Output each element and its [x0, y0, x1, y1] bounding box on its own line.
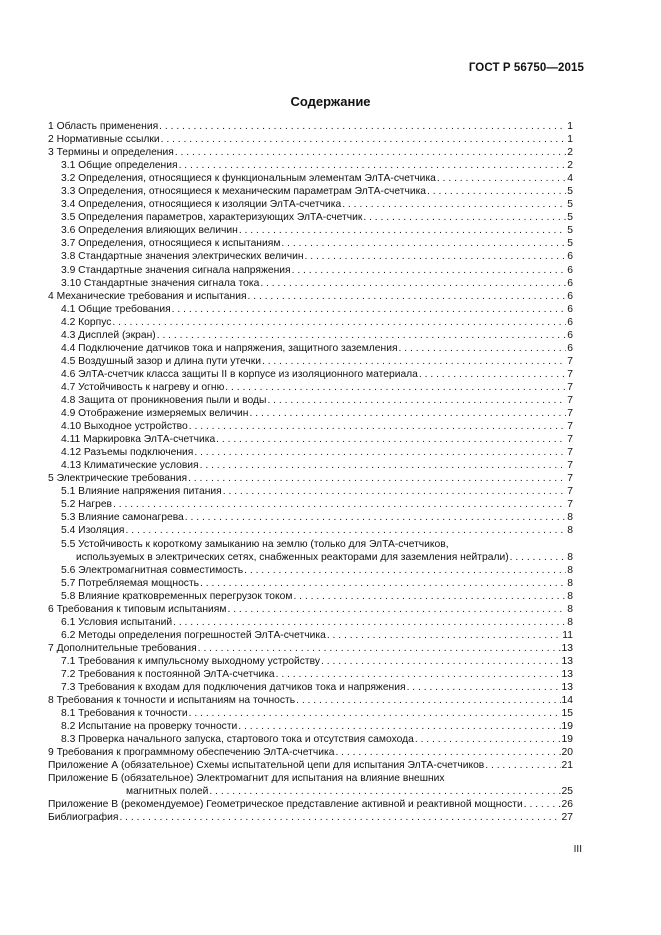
toc-dot-leader [276, 668, 561, 681]
toc-dot-leader [209, 785, 560, 798]
toc-entry-page: 19 [561, 721, 573, 733]
toc-entry-page: 5 [567, 199, 573, 211]
toc-entry[interactable] [48, 720, 573, 733]
toc-entry-page: 7 [567, 368, 573, 380]
toc-dot-leader [227, 603, 566, 616]
toc-entry[interactable] [48, 642, 573, 655]
toc-entry-title: 4.4 Подключение датчиков тока и напряжения, защитного заземления [61, 342, 398, 354]
toc-entry-page: 15 [561, 708, 573, 720]
toc-entry-title: 5.5 Устойчивость к короткому замыканию на землю (только для ЭлТА-счетчиков, [61, 538, 449, 550]
toc-dot-leader [126, 524, 567, 537]
toc-dot-leader [335, 746, 560, 759]
toc-entry-page: 13 [561, 655, 573, 667]
toc-dot-leader [244, 564, 566, 577]
toc-entry[interactable] [48, 224, 573, 237]
toc-entry-title: 4.9 Отображение измеряемых величин [61, 408, 249, 420]
toc-entry-page: 7 [567, 381, 573, 393]
toc-entry[interactable] [48, 211, 573, 224]
toc-entry-title: 8 Требования к точности и испытаниям на точность [48, 695, 296, 707]
toc-entry-title: 4.2 Корпус [61, 316, 112, 328]
toc-dot-leader [198, 642, 561, 655]
toc-dot-leader [223, 485, 566, 498]
toc-entry[interactable] [48, 511, 573, 524]
toc-entry[interactable] [48, 407, 573, 420]
toc-entry[interactable] [48, 798, 573, 811]
toc-entry[interactable] [48, 629, 573, 642]
toc-entry-page: 5 [567, 225, 573, 237]
toc-dot-leader [119, 811, 560, 824]
toc-entry[interactable] [48, 172, 573, 185]
toc-entry-title: 3.1 Общие определения [61, 160, 178, 172]
toc-dot-leader [225, 381, 566, 394]
toc-entry-page: 7 [567, 421, 573, 433]
toc-entry-title: 1 Область применения [48, 121, 159, 132]
table-of-contents [48, 120, 573, 825]
toc-entry[interactable] [48, 316, 573, 329]
toc-entry[interactable] [48, 603, 573, 616]
toc-entry[interactable] [48, 538, 573, 551]
toc-dot-leader [113, 498, 566, 511]
toc-entry[interactable] [48, 694, 573, 707]
toc-entry-page: 20 [561, 747, 573, 759]
toc-entry-page: 6 [567, 277, 573, 289]
toc-dot-leader [510, 551, 566, 564]
toc-dot-leader [260, 277, 566, 290]
toc-dot-leader [173, 616, 566, 629]
toc-entry-title: 4.6 ЭлТА-счетчик класса защиты II в корпусе из изоляционного материала [61, 368, 418, 380]
toc-entry[interactable] [48, 524, 573, 537]
toc-entry-page: 8 [567, 616, 573, 628]
toc-dot-leader [200, 577, 566, 590]
toc-entry-title: 7 Дополнительные требования [48, 642, 197, 654]
toc-entry-page: 5 [567, 212, 573, 224]
toc-dot-leader [112, 316, 566, 329]
toc-entry[interactable] [48, 772, 573, 785]
toc-entry[interactable] [48, 485, 573, 498]
toc-entry-page: 27 [561, 812, 573, 824]
toc-dot-leader [161, 133, 566, 146]
toc-entry-page: 6 [567, 303, 573, 315]
toc-entry-page: 11 [562, 629, 573, 641]
toc-entry-page: 8 [567, 577, 573, 589]
toc-dot-leader [250, 407, 567, 420]
toc-entry-title: 3.6 Определения влияющих величин [61, 225, 238, 237]
toc-entry[interactable] [48, 303, 573, 316]
toc-entry[interactable] [48, 459, 573, 472]
toc-entry-title: 6.1 Условия испытаний [61, 616, 173, 628]
toc-dot-leader [327, 629, 561, 642]
document-standard-header: ГОСТ Р 56750—2015 [468, 62, 584, 74]
toc-entry-title: 3.3 Определения, относящиеся к механическим параметрам ЭлТА-счетчика [61, 186, 427, 198]
toc-entry-page: 7 [567, 434, 573, 446]
toc-entry-title: 3.7 Определения, относящиеся к испытаниям [61, 238, 281, 250]
toc-entry-page: 7 [567, 499, 573, 511]
toc-entry[interactable] [48, 746, 573, 759]
toc-entry-title: 3.2 Определения, относящиеся к функциональным элементам ЭлТА-счетчика [61, 173, 436, 185]
toc-entry-page: 8 [567, 603, 573, 615]
toc-entry[interactable] [48, 277, 573, 290]
toc-dot-leader [179, 159, 566, 172]
toc-entry-title: магнитных полей [126, 786, 209, 798]
toc-dot-leader [305, 250, 566, 263]
toc-dot-leader [172, 303, 566, 316]
toc-entry-page: 26 [561, 799, 573, 811]
toc-dot-leader [296, 694, 560, 707]
toc-dot-leader [437, 172, 566, 185]
page-title: Содержание [290, 94, 371, 109]
toc-entry[interactable] [48, 237, 573, 250]
toc-entry-title: 4.7 Устойчивость к нагреву и огню [61, 381, 225, 393]
toc-entry-page: 6 [567, 329, 573, 341]
toc-entry-page: 4 [567, 173, 573, 185]
toc-entry[interactable] [48, 551, 573, 564]
toc-entry[interactable] [48, 120, 573, 133]
toc-entry-page: 13 [561, 682, 573, 694]
toc-entry[interactable] [48, 290, 573, 303]
toc-entry-title: 8.2 Испытание на проверку точности [61, 721, 238, 733]
toc-entry[interactable] [48, 368, 573, 381]
toc-entry[interactable] [48, 159, 573, 172]
toc-dot-leader [194, 446, 566, 459]
toc-entry-title: 4.10 Выходное устройство [61, 421, 188, 433]
toc-entry[interactable] [48, 264, 573, 277]
toc-entry-title: 5.8 Влияние кратковременных перегрузок током [61, 590, 293, 602]
toc-entry-page: 2 [567, 160, 573, 172]
toc-entry-page: 6 [567, 251, 573, 263]
toc-dot-leader [267, 394, 566, 407]
toc-entry[interactable] [48, 707, 573, 720]
toc-entry-title: 2 Нормативные ссылки [48, 134, 160, 146]
toc-dot-leader [281, 237, 566, 250]
toc-entry-page: 6 [567, 316, 573, 328]
toc-entry-title: 3.5 Определения параметров, характеризующих ЭлТА-счетчик [61, 212, 363, 224]
toc-entry-title: 5.3 Влияние самонагрева [61, 512, 184, 524]
toc-entry-page: 1 [567, 121, 573, 132]
toc-entry-page: 7 [567, 408, 573, 420]
toc-entry[interactable] [48, 564, 573, 577]
toc-entry-page: 6 [567, 342, 573, 354]
toc-entry-title: 6 Требования к типовым испытаниям [48, 603, 227, 615]
toc-entry-title: 3.10 Стандартные значения сигнала тока [61, 277, 260, 289]
toc-dot-leader [485, 759, 560, 772]
toc-entry[interactable] [48, 811, 573, 824]
toc-dot-leader [238, 720, 560, 733]
toc-entry-title: Библиография [48, 812, 119, 824]
toc-entry-page: 19 [561, 734, 573, 746]
toc-entry[interactable] [48, 355, 573, 368]
toc-entry-page: 5 [567, 186, 573, 198]
toc-entry-page: 13 [561, 668, 573, 680]
toc-entry-page: 7 [567, 486, 573, 498]
toc-dot-leader [185, 511, 566, 524]
toc-entry[interactable] [48, 420, 573, 433]
toc-dot-leader [292, 264, 566, 277]
toc-dot-leader [293, 590, 566, 603]
toc-dot-leader [419, 368, 566, 381]
toc-dot-leader [524, 798, 561, 811]
toc-entry-title: 5.6 Электромагнитная совместимость [61, 564, 244, 576]
toc-dot-leader [415, 733, 561, 746]
toc-entry-page: 7 [567, 460, 573, 472]
page-number: III [573, 844, 582, 855]
toc-entry-title: 6.2 Методы определения погрешностей ЭлТА-счетчика [61, 629, 326, 641]
toc-entry[interactable] [48, 616, 573, 629]
toc-dot-leader [189, 420, 566, 433]
toc-entry[interactable] [48, 146, 573, 159]
toc-dot-leader [363, 211, 566, 224]
toc-entry-title: 8.1 Требования к точности [61, 708, 188, 720]
toc-entry[interactable] [48, 342, 573, 355]
toc-entry-title: 4.3 Дисплей (экран) [61, 329, 156, 341]
toc-entry-title: 4.12 Разъемы подключения [61, 447, 194, 459]
toc-entry-title: 3.4 Определения, относящиеся к изоляции ЭлТА-счетчика [61, 199, 342, 211]
toc-entry[interactable] [48, 577, 573, 590]
toc-entry[interactable] [48, 590, 573, 603]
toc-dot-leader [188, 472, 566, 485]
toc-entry-page: 6 [567, 290, 573, 302]
toc-entry-title: 7.1 Требования к импульсному выходному устройству [61, 655, 321, 667]
toc-entry-title: 7.2 Требования к постоянной ЭлТА-счетчика [61, 668, 275, 680]
toc-entry[interactable] [48, 759, 573, 772]
toc-entry-page: 1 [567, 134, 573, 146]
toc-dot-leader [248, 290, 566, 303]
toc-entry-title: 4.11 Маркировка ЭлТА-счетчика [61, 434, 216, 446]
toc-dot-leader [175, 146, 566, 159]
toc-dot-leader [216, 433, 566, 446]
toc-entry[interactable] [48, 498, 573, 511]
toc-dot-leader [407, 681, 561, 694]
toc-entry-page: 14 [561, 695, 573, 707]
toc-dot-leader [157, 329, 566, 342]
toc-entry[interactable] [48, 733, 573, 746]
toc-entry-title: 4 Механические требования и испытания [48, 290, 247, 302]
toc-entry-title: 3.8 Стандартные значения электрических величин [61, 251, 304, 263]
toc-dot-leader [427, 185, 566, 198]
toc-entry-title: используемых в электрических сетях, снабженных реакторами для заземления нейтрали) [76, 551, 509, 563]
toc-entry-page: 21 [561, 760, 573, 772]
toc-entry[interactable] [48, 785, 573, 798]
toc-entry-page: 7 [567, 394, 573, 406]
toc-dot-leader [200, 459, 566, 472]
toc-entry[interactable] [48, 185, 573, 198]
toc-entry-page: 7 [567, 473, 573, 485]
toc-entry-title: 5.2 Нагрев [61, 499, 113, 511]
toc-entry-page: 13 [561, 642, 573, 654]
toc-entry-page: 7 [567, 447, 573, 459]
toc-entry-title: 9 Требования к программному обеспечению ЭлТА-счетчика [48, 747, 335, 759]
toc-entry-page: 8 [567, 551, 573, 563]
toc-entry-title: 4.8 Защита от проникновения пыли и воды [61, 394, 267, 406]
toc-entry-title: 4.13 Климатические условия [61, 460, 199, 472]
toc-entry-title: 3 Термины и определения [48, 147, 174, 159]
toc-entry[interactable] [48, 329, 573, 342]
toc-dot-leader [262, 355, 566, 368]
toc-entry-title: 3.9 Стандартные значения сигнала напряжения [61, 264, 291, 276]
toc-entry-page: 7 [567, 355, 573, 367]
toc-entry[interactable] [48, 681, 573, 694]
toc-entry[interactable] [48, 433, 573, 446]
toc-entry-page: 2 [567, 147, 573, 159]
toc-dot-leader [399, 342, 566, 355]
toc-entry[interactable] [48, 472, 573, 485]
toc-entry-title: 4.5 Воздушный зазор и длина пути утечки [61, 355, 261, 367]
toc-entry-title: 5.1 Влияние напряжения питания [61, 486, 222, 498]
toc-entry-title: Приложение В (рекомендуемое) Геометрическое представление активной и реактивной мощности [48, 799, 523, 811]
toc-entry[interactable] [48, 446, 573, 459]
toc-entry-title: 5 Электрические требования [48, 473, 188, 485]
toc-entry[interactable] [48, 198, 573, 211]
toc-dot-leader [342, 198, 566, 211]
toc-entry-page: 6 [567, 264, 573, 276]
toc-entry[interactable] [48, 655, 573, 668]
toc-entry-title: 7.3 Требования к входам для подключения датчиков тока и напряжения [61, 682, 406, 694]
toc-entry-title: 4.1 Общие требования [61, 303, 171, 315]
toc-entry[interactable] [48, 668, 573, 681]
toc-entry-page: 8 [567, 590, 573, 602]
toc-dot-leader [239, 224, 566, 237]
toc-entry[interactable] [48, 133, 573, 146]
toc-entry-page: 8 [567, 512, 573, 524]
toc-dot-leader [321, 655, 561, 668]
toc-entry[interactable] [48, 394, 573, 407]
toc-entry-page: 8 [567, 525, 573, 537]
toc-entry-title: 5.4 Изоляция [61, 525, 125, 537]
toc-entry-title: 8.3 Проверка начального запуска, стартового тока и отсутствия самохода [61, 734, 414, 746]
toc-entry[interactable] [48, 250, 573, 263]
toc-dot-leader [189, 707, 561, 720]
toc-entry-page: 8 [567, 564, 573, 576]
toc-entry-title: 5.7 Потребляемая мощность [61, 577, 200, 589]
toc-entry-page: 25 [561, 786, 573, 798]
toc-entry-title: Приложение А (обязательное) Схемы испытательной цепи для испытания ЭлТА-счетчиков [48, 760, 485, 772]
toc-dot-leader [159, 120, 566, 133]
toc-entry-title: Приложение Б (обязательное) Электромагнит для испытания на влияние внешних [48, 773, 445, 785]
toc-entry[interactable] [48, 381, 573, 394]
toc-entry-page: 5 [567, 238, 573, 250]
